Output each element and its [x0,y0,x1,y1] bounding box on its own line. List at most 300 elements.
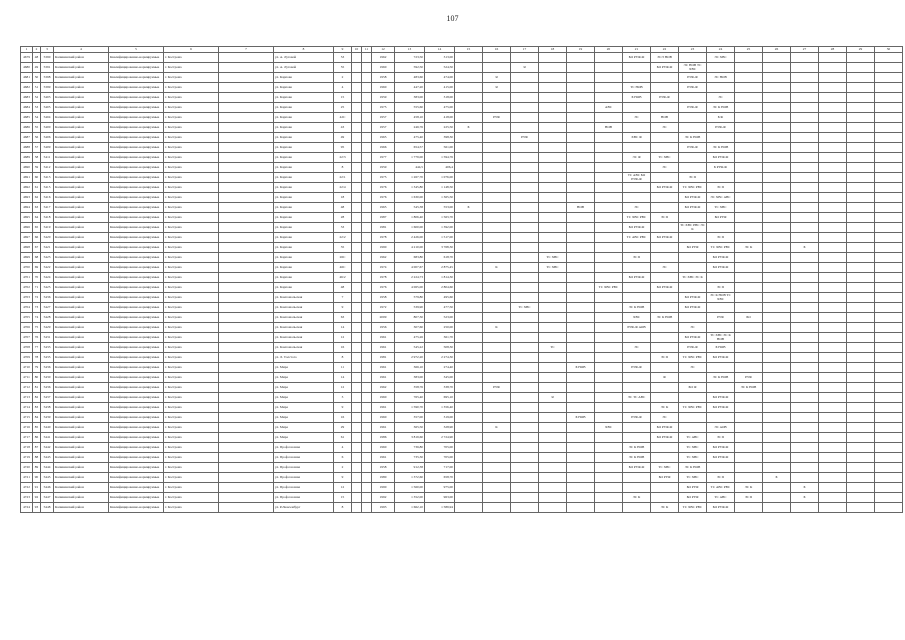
column-header: 17 [511,47,539,53]
table-cell [707,273,735,283]
table-cell: ул. А. Луговой [274,63,334,73]
table-cell [735,133,763,143]
table-cell [511,123,539,133]
table-cell [875,383,903,393]
table-cell [539,213,567,223]
table-cell: РУФ [707,313,735,323]
table-cell: Квалифицированно-нормируемые [109,93,164,103]
table-cell: г. Кострома [164,183,219,193]
table-cell [623,403,651,413]
table-cell [735,63,763,73]
table-cell [455,493,483,503]
table-cell [623,193,651,203]
table-cell: ул. Мира [274,373,334,383]
table-cell: Б НОВ [623,93,651,103]
table-cell: ЭС Б [679,173,707,183]
table-cell [847,333,875,343]
table-cell [875,403,903,413]
table-row [21,263,903,273]
table-cell [595,503,623,513]
table-cell: 1 590,70 [395,403,425,413]
table-cell: 5435 [41,353,54,363]
column-header: 23 [679,47,707,53]
table-cell: БО РУФ [707,213,735,223]
table-cell: 4712 [21,383,33,393]
table-cell [595,173,623,183]
table-cell: 4718 [21,443,33,453]
table-cell: 483,60 [395,73,425,83]
table-cell: ЭС [651,123,679,133]
table-cell: 358,76 [395,383,425,393]
table-cell [483,233,511,243]
table-cell: Квалифицированно-нормируемые [109,73,164,83]
table-cell [875,313,903,323]
table-row [21,83,903,93]
table-cell [539,493,567,503]
table-cell [567,463,595,473]
table-cell [875,183,903,193]
table-row [21,433,903,443]
table-cell: Б [791,493,819,503]
table-cell [352,453,362,463]
table-cell: 246,76 [395,123,425,133]
table-cell [595,313,623,323]
table-cell: 5420 [41,233,54,243]
table-cell: г. Кострома [164,393,219,403]
table-cell: 1965 [372,203,395,213]
table-cell [875,413,903,423]
table-cell [735,363,763,373]
table-cell [483,353,511,363]
table-cell [791,303,819,313]
table-cell [352,473,362,483]
table-cell [219,123,274,133]
column-header: 28 [819,47,847,53]
table-row [21,53,903,63]
column-header: 15 [455,47,483,53]
table-cell [791,153,819,163]
table-cell: 553,00 [425,203,455,213]
table-cell: Квалифицированно-нормируемые [109,433,164,443]
table-cell [819,293,847,303]
table-cell: 1 662,10 [395,503,425,513]
table-cell: 523,00 [425,313,455,323]
table-cell: 48 [334,203,352,213]
table-cell: К [483,423,511,433]
column-header: 25 [735,47,763,53]
table-cell [847,113,875,123]
table-cell [219,403,274,413]
table-cell [539,223,567,233]
table-cell: 561,00 [425,143,455,153]
table-cell: 9 [334,473,352,483]
table-cell [362,423,372,433]
table-cell: Б РУФ-Ф [707,163,735,173]
table-cell: 4703 [21,293,33,303]
table-cell: 25 [334,103,352,113]
table-row [21,223,903,233]
table-cell: 87 [33,443,41,453]
table-cell: РУФ-Ф [707,123,735,133]
table-cell: Квалифицированно-нормируемые [109,223,164,233]
table-cell [219,103,274,113]
table-cell: 250,00 [425,323,455,333]
table-cell: Калининский район [54,203,109,213]
table-cell [539,453,567,463]
table-cell: 81 [33,383,41,393]
column-header: 14 [425,47,455,53]
table-cell [352,163,362,173]
table-cell [567,353,595,363]
table-cell [362,223,372,233]
table-cell: 18 [334,193,352,203]
table-cell [735,233,763,243]
table-cell [219,143,274,153]
table-cell [735,463,763,473]
table-cell [362,63,372,73]
table-cell: Квалифицированно-нормируемые [109,383,164,393]
table-cell [455,113,483,123]
table-cell: 5441 [41,433,54,443]
table-cell: ул. Карпова [274,253,334,263]
table-cell [819,383,847,393]
table-cell [819,503,847,513]
table-cell: г. Кострома [164,313,219,323]
table-cell: Калининский район [54,223,109,233]
table-cell: ЭС Б [651,353,679,363]
table-cell: ТС АВС [679,433,707,443]
table-cell [511,113,539,123]
table-cell [362,103,372,113]
table-cell: 4708 [21,343,33,353]
table-cell [567,253,595,263]
table-cell: БО РУФ-Ф [707,503,735,513]
table-cell [791,53,819,63]
table-cell [763,383,791,393]
table-cell: РУФ-Ф [679,73,707,83]
table-cell: 4701 [21,273,33,283]
table-cell: Квалифицированно-нормируемые [109,333,164,343]
table-cell: БО РУФ-Ф [623,223,651,233]
table-cell: 61 [334,433,352,443]
table-cell [595,153,623,163]
table-cell: 1962 [372,383,395,393]
table-cell [651,203,679,213]
table-cell: ТС ХВС РВС [679,183,707,193]
table-cell [819,413,847,423]
table-cell [735,393,763,403]
table-cell: ЭС ХВС [707,53,735,63]
table-cell [791,83,819,93]
table-cell [791,363,819,373]
table-cell [735,213,763,223]
table-cell [623,63,651,73]
table-cell [595,53,623,63]
table-cell [362,373,372,383]
table-cell [735,433,763,443]
table-cell: 62 [33,193,41,203]
table-cell [511,273,539,283]
table-cell [483,453,511,463]
table-cell: Б [763,473,791,483]
table-cell [707,133,735,143]
table-cell [219,413,274,423]
column-header: 18 [539,47,567,53]
table-cell: РУФ-Ф [651,93,679,103]
table-cell [735,53,763,63]
table-cell: г. Кострома [164,223,219,233]
table-cell [763,373,791,383]
table-cell: 12 [334,333,352,343]
table-cell [651,443,679,453]
table-cell: 5422 [41,263,54,273]
table-cell [819,93,847,103]
table-cell [819,193,847,203]
table-cell [455,93,483,103]
table-cell: 5405 [41,103,54,113]
table-cell [763,423,791,433]
table-cell: ул. Карпова [274,183,334,193]
table-cell [763,243,791,253]
table-cell [511,403,539,413]
table-cell [352,393,362,403]
table-cell [219,473,274,483]
table-cell [362,443,372,453]
table-cell: 4688 [21,143,33,153]
table-cell [455,363,483,373]
table-cell: Квалифицированно-нормируемые [109,363,164,373]
table-cell [875,453,903,463]
table-cell: г. Кострома [164,443,219,453]
table-cell [362,173,372,183]
table-row [21,423,903,433]
table-cell [511,313,539,323]
table-cell: 1 372,60 [395,473,425,483]
table-cell: ЭС К НОВ [679,463,707,473]
table-cell: 545,38 [395,203,425,213]
table-cell [483,223,511,233]
table-cell: 2 804,60 [425,283,455,293]
table-row [21,183,903,193]
table-cell: ул. Карпова [274,283,334,293]
table-cell: 5423 [41,253,54,263]
table-cell [763,83,791,93]
table-cell [875,153,903,163]
column-header: 7 [219,47,274,53]
table-cell [219,313,274,323]
table-cell [819,303,847,313]
table-cell [791,253,819,263]
table-cell [219,223,274,233]
column-header: 5 [109,47,164,53]
table-cell [735,83,763,93]
table-cell [567,483,595,493]
table-cell [679,263,707,273]
table-cell [595,493,623,503]
table-cell [875,123,903,133]
table-cell: Квалифицированно-нормируемые [109,63,164,73]
table-cell [763,283,791,293]
table-cell [791,213,819,223]
table-cell: 1992 [372,493,395,503]
table-cell [219,153,274,163]
table-cell [847,133,875,143]
table-cell [362,353,372,363]
table-cell: БО Ф [679,383,707,393]
table-cell: г. Кострома [164,253,219,263]
table-cell: 508,30 [425,343,455,353]
table-cell: РУФ-Ф [679,103,707,113]
table-cell [483,63,511,73]
table-cell [352,443,362,453]
table-cell: 1 563,70 [425,213,455,223]
table-cell: г. Кострома [164,73,219,83]
table-cell: 46С [334,263,352,273]
table-cell [539,463,567,473]
table-cell: г. Кострома [164,273,219,283]
table-cell: 1961 [372,333,395,343]
table-cell: Калининский район [54,313,109,323]
table-cell: 1962 [372,53,395,63]
table-cell: 4 [334,443,352,453]
table-cell: г. Кострома [164,463,219,473]
table-cell [819,353,847,363]
table-cell [763,413,791,423]
table-cell [539,353,567,363]
table-cell [567,433,595,443]
table-cell: 1960 [372,63,395,73]
table-cell: Калининский район [54,163,109,173]
table-cell: 2 875,45 [425,263,455,273]
table-cell: 5421 [41,243,54,253]
table-cell: ул. А. Луговой [274,53,334,63]
table-cell: БО РУФ-Ф [623,273,651,283]
table-cell: ул. Комсомольская [274,333,334,343]
table-cell [567,113,595,123]
table-cell [352,53,362,63]
table-cell [455,263,483,273]
table-cell [875,243,903,253]
table-cell [763,183,791,193]
table-cell [763,93,791,103]
table-cell: 9 [334,403,352,413]
table-cell [679,93,707,103]
table-cell: БО РУФ-Ф [679,293,707,303]
table-cell: 1960 [372,443,395,453]
table-cell [595,443,623,453]
table-cell [707,223,735,233]
table-cell: г. Кострома [164,143,219,153]
table-cell [219,263,274,273]
table-cell: ЭС Б [735,493,763,503]
table-cell: 5416 [41,193,54,203]
table-cell: БО РУФ-Ф [651,423,679,433]
table-cell [539,143,567,153]
table-cell: Калининский район [54,113,109,123]
table-cell [483,273,511,283]
table-cell [567,453,595,463]
page-number: 107 [446,14,459,23]
table-cell: 592,50 [395,63,425,73]
table-cell: г. Кострома [164,363,219,373]
table-cell [352,503,362,513]
table-cell [483,143,511,153]
table-cell: 1966 [372,143,395,153]
table-cell: 1961 [372,373,395,383]
table-cell [455,283,483,293]
table-cell [735,283,763,293]
table-row [21,483,903,493]
table-cell [763,113,791,123]
table-cell [352,113,362,123]
table-cell [763,433,791,443]
table-row [21,123,903,133]
column-header: 1 [21,47,33,53]
table-cell: 5417 [41,203,54,213]
table-cell: ул. Профсоюзная [274,493,334,503]
table-cell [819,463,847,473]
table-cell [819,283,847,293]
buildings-table [20,46,903,513]
table-cell [875,173,903,183]
table-cell [352,213,362,223]
table-cell: 5430 [41,373,54,383]
table-cell: ул. Карпова [274,153,334,163]
table-cell: 406,4 [425,163,455,173]
table-cell: г. Кострома [164,103,219,113]
table-cell [352,83,362,93]
table-cell [875,213,903,223]
table-cell [735,173,763,183]
table-cell [735,303,763,313]
table-cell [567,423,595,433]
table-cell: 4724 [21,503,33,513]
table-cell: 1960 [372,413,395,423]
table-cell [567,193,595,203]
table-cell: ТС ХВС РВС [595,283,623,293]
table-cell: 4697 [21,233,33,243]
table-cell [735,203,763,213]
table-cell [455,483,483,493]
table-cell: Калининский район [54,253,109,263]
table-cell [483,123,511,133]
table-cell [847,273,875,283]
table-cell: ул. Карпова [274,263,334,273]
table-cell [595,463,623,473]
table-cell: 5443 [41,453,54,463]
table-cell [511,103,539,113]
table-cell [791,273,819,283]
table-cell [455,323,483,333]
table-cell [847,173,875,183]
table-cell: 618,70 [425,253,455,263]
table-cell: 1960 [372,393,395,403]
table-cell: ЭС [651,263,679,273]
table-cell: ул. Карпова [274,113,334,123]
table-cell [875,363,903,373]
table-cell: 319,00 [425,413,455,423]
table-cell [567,343,595,353]
table-cell [763,63,791,73]
table-cell: 5436 [41,383,54,393]
table-cell [791,113,819,123]
table-cell: 4 210,00 [395,243,425,253]
table-cell [819,53,847,63]
table-cell [483,313,511,323]
table-cell [362,473,372,483]
table-row [21,463,903,473]
table-cell: Калининский район [54,363,109,373]
